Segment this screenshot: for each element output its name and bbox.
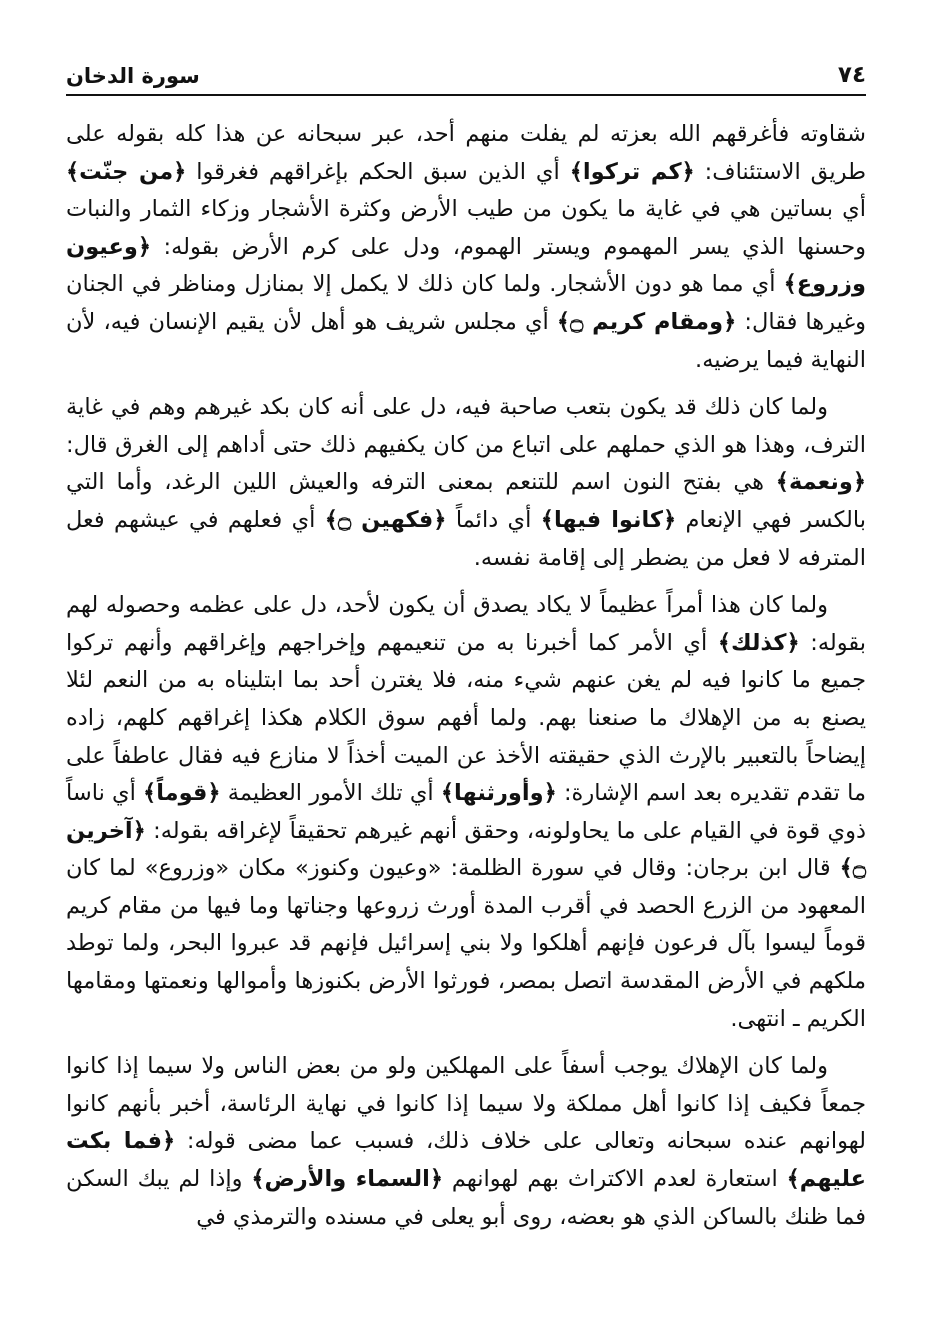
commentary-text: أي مما هو دون الأشجار. ولما كان ذلك لا يكمل إلا بمنازل ومناظر في الجنان وغيرها فقال: bbox=[66, 271, 866, 335]
quran-quote: ﴿كذلك﴾ bbox=[717, 629, 800, 656]
quran-quote: ﴿فكهين ۝﴾ bbox=[324, 506, 447, 533]
paragraph bbox=[66, 587, 866, 1038]
commentary-text: هي بفتح النون اسم للتنعم بمعنى الترفه والعيش اللين الرغد، وأما التي بالكسر فهي الإنعام bbox=[66, 469, 866, 533]
quran-quote: ﴿ونعمة﴾ bbox=[775, 469, 866, 496]
commentary-text: أي بساتين هي في غاية ما يكون من طيب الأرض وكثرة الأشجار وزكاء الثمار والنبات وحسنها الذي يسر المهموم ويستر الهموم، ودل على كرم الأرض بقوله: bbox=[66, 196, 866, 260]
quran-quote: ﴿آخرين ۝﴾ bbox=[66, 817, 866, 882]
tafsir-body bbox=[66, 116, 866, 1236]
commentary-text: أي فعلهم في عيشهم فعل المترفه لا فعل من يضطر إلى إقامة نفسه. bbox=[66, 506, 866, 571]
quran-quote: ﴿وأورثنها﴾ bbox=[440, 780, 557, 807]
quran-quote: ﴿وعيون وزروع﴾ bbox=[66, 233, 866, 298]
commentary-text: قال ابن برجان: وقال في سورة الظلمة: «وعيون وكنوز» مكان «وزروع» لما كان المعهود من الزرع الحصد في أقرب المدة أورث زروعها وجناتها وما فيها من مقام كريم قوماً ليسوا بآل فرعون فإنهم أهلكوا ولا بني إسرائيل فإنهم قد عبروا البحر، ولما توطد ملكهم في الأرض المقدسة اتصل بمصر، فورثوا الأرض بكنوزها وأموالها ونعمتها ومقامها الكريم ـ انتهى. bbox=[66, 855, 866, 1032]
commentary-text: ولما كان الإهلاك يوجب أسفاً على المهلكين ولو من بعض الناس ولا سيما إذا كانوا جمعاً فكيف إذا كانوا أهل مملكة ولا سيما إذا كانوا في نهاية الرئاسة، أخبر بأنهم كانوا لهوانهم عنده سبحانه وتعالى على خلاف ذلك، فسبب عما مضى قوله: bbox=[66, 1053, 866, 1155]
commentary-text: استعارة لعدم الاكتراث بهم لهوانهم bbox=[443, 1166, 787, 1193]
commentary-text: أي الأمر كما أخبرنا به من تنعيمهم وإخراجهم وإغراقهم وأنهم تركوا جميع ما كانوا فيه لم يغن عنهم شيء منه، فلا يغترن أحد بما ابتليناه به من النعم لئلا يصنع به من الإهلاك ما صنعنا بهم. ولما أفهم سوق الكلام هكذا إغراقهم كلهم، زاده إيضاحاً بالتعبير بالإرث الذي حقيقته الأخذ عن الميت أخذاً لا منازع فيه فقال عاطفاً على ما تقدم تقديره بعد اسم الإشارة: bbox=[66, 629, 867, 807]
commentary-text: أي ناساً ذوي قوة في القيام على ما يحاولونه، وحقق أنهم غيرهم تحقيقاً لإغراقه بقوله: bbox=[66, 780, 866, 844]
commentary-text: ولما كان ذلك قد يكون بتعب صاحبة فيه، دل على أنه كان بكد غيرهم وهم في غاية الترف، وهذا هو الذي حملهم على اتباع من كان يكفيهم ذلك حتى أداهم إلى الغرق قال: bbox=[66, 394, 866, 458]
page-number: ٧٤ bbox=[837, 62, 866, 88]
quran-quote: ﴿السماء والأرض﴾ bbox=[251, 1166, 444, 1193]
commentary-text: أي الذين سبق الحكم بإغراقهم فغرقوا bbox=[186, 158, 570, 185]
quran-quote: ﴿قوماً﴾ bbox=[143, 780, 221, 807]
paragraph bbox=[66, 1048, 866, 1236]
quran-quote: ﴿فما بكت عليهم﴾ bbox=[66, 1128, 866, 1193]
paragraph bbox=[66, 389, 866, 577]
commentary-text: وإذا لم يبك السكن فما ظنك بالساكن الذي هو بعضه، روى أبو يعلى في مسنده والترمذي في bbox=[66, 1166, 866, 1230]
quran-quote: ﴿ومقام كريم ۝﴾ bbox=[556, 308, 737, 335]
paragraph bbox=[66, 116, 866, 379]
commentary-text: أي دائماً bbox=[446, 506, 541, 533]
header-rule bbox=[66, 94, 866, 96]
running-title: سورة الدخان bbox=[66, 64, 200, 88]
quran-quote: ﴿كم تركوا﴾ bbox=[569, 158, 695, 185]
page-header bbox=[66, 58, 866, 98]
commentary-text: شقاوته فأغرقهم الله بعزته لم يفلت منهم أحد، عبر سبحانه عن هذا كله بقوله على طريق الاستئناف: bbox=[66, 121, 866, 185]
commentary-text: ولما كان هذا أمراً عظيماً لا يكاد يصدق أن يكون لأحد، دل على عظمه وحصوله لهم بقوله: bbox=[66, 592, 867, 656]
commentary-text: أي مجلس شريف هو أهل لأن يقيم الإنسان فيه، لأن النهاية فيما يرضيه. bbox=[66, 308, 866, 373]
quran-quote: ﴿من جنّت﴾ bbox=[66, 158, 187, 185]
quran-quote: ﴿كانوا فيها﴾ bbox=[540, 506, 677, 533]
commentary-text: أي تلك الأمور العظيمة bbox=[220, 780, 441, 807]
